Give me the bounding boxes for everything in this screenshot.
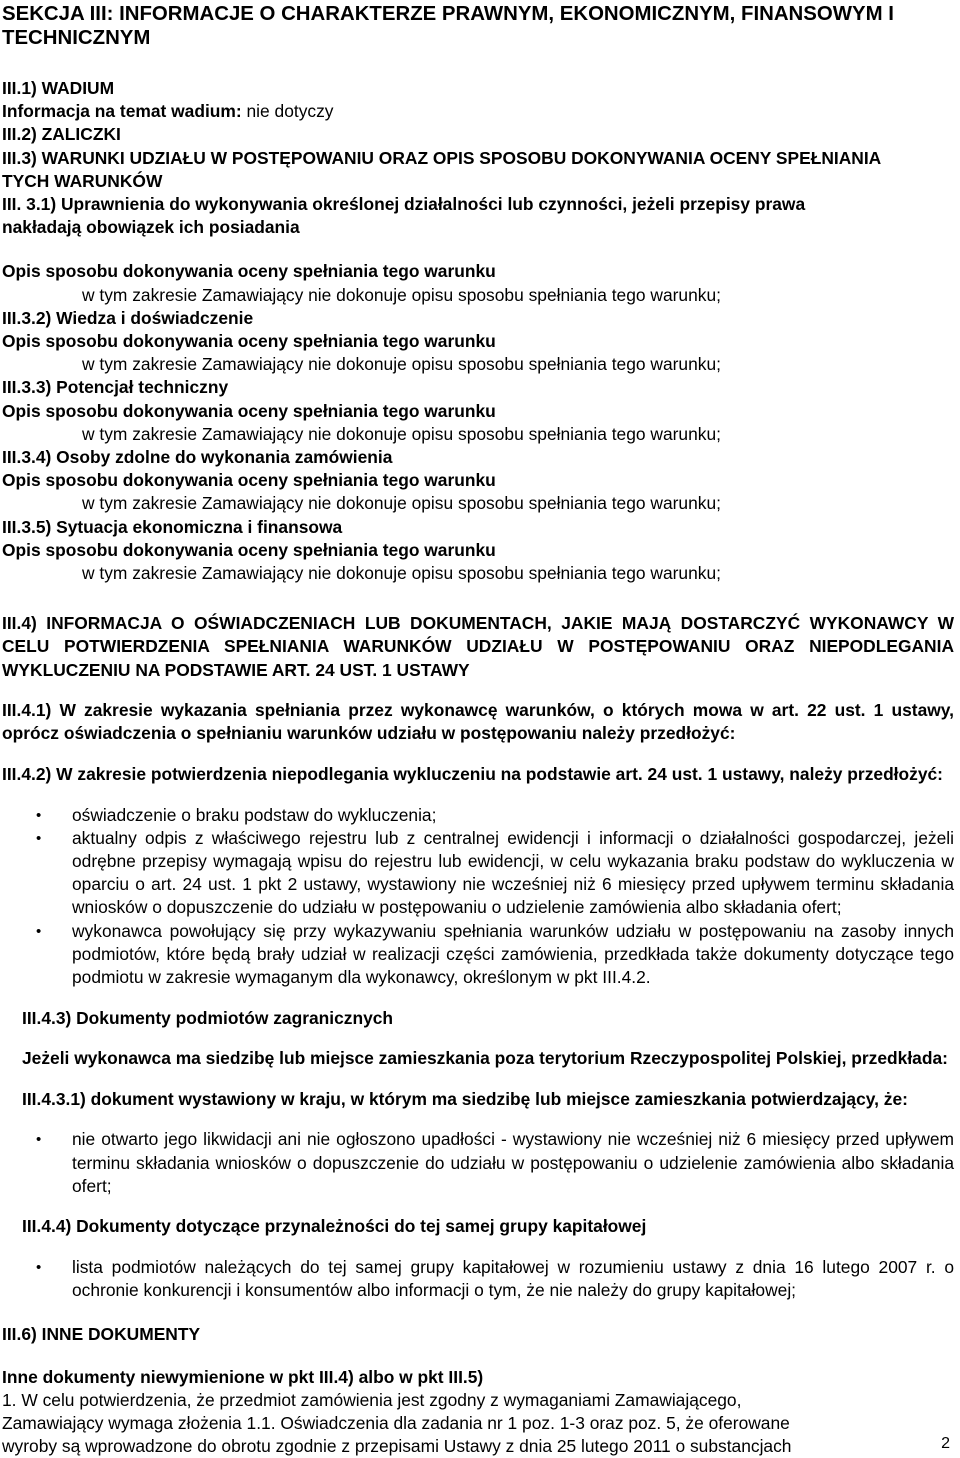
opis-text: w tym zakresie Zamawiający nie dokonuje opisu sposobu spełniania tego warunku;	[82, 284, 721, 305]
sec4-sub2: III.4.2) W zakresie potwierdzenia niepodlegania wykluczeniu na podstawie art. 24 ust. 1 ustawy, należy przedłożyć:	[2, 764, 943, 785]
sec4-heading: III.4) INFORMACJA O OŚWIADCZENIACH LUB DOKUMENTACH, JAKIE MAJĄ DOSTARCZYĆ WYKONAWCY W CELU POTWIERDZENIA SPEŁNIANIA WARUNKÓW UDZIAŁU W POSTĘPOWANIU ORAZ NIEPODLEGANIA WYKLUCZENIU NA PODSTAWIE ART. 24 UST. 1 USTAWY	[2, 613, 954, 680]
section-6	[2, 1323, 954, 1458]
opis-label: Opis sposobu dokonywania oceny spełniania tego warunku	[2, 539, 496, 560]
section-4	[2, 612, 954, 1302]
sub2-list	[2, 804, 954, 990]
sec4-sub3-intro: Jeżeli wykonawca ma siedzibę lub miejsce zamieszkania poza terytorium Rzeczypospolitej Polskiej, przedkłada:	[22, 1048, 948, 1069]
sub3-block	[2, 1007, 954, 1111]
opis-text: w tym zakresie Zamawiający nie dokonuje opisu sposobu spełniania tego warunku;	[82, 563, 721, 584]
wadium-label: Informacja na temat wadium:	[2, 101, 242, 122]
wadium-heading: III.1) WADIUM	[2, 78, 115, 98]
condition-heading-cont: nakładają obowiązek ich posiadania	[2, 217, 300, 238]
page-number: 2	[941, 1434, 950, 1452]
condition-block-2	[2, 307, 954, 377]
bullet-icon: •	[36, 1131, 42, 1149]
condition-block-1	[2, 193, 954, 307]
list-item: • nie otwarto jego likwidacji ani nie ogłoszono upadłości - wystawiony nie wcześniej niż 6 miesięcy przed upływem terminu składania wniosków o dopuszczenie do udziału w postępowaniu o udzielenie zamówienia albo składania ofert;	[36, 1129, 954, 1196]
sec6-line: 1. W celu potwierdzenia, że przedmiot zamówienia jest zgodny z wymaganiami Zamawiającego,	[2, 1389, 742, 1410]
bullet-icon: •	[36, 806, 42, 824]
bullet-icon: •	[36, 1259, 42, 1277]
list-item: • lista podmiotów należących do tej samej grupy kapitałowej w rozumieniu ustawy z dnia 16 lutego 2007 r. o ochronie konkurencji i konsumentów albo informacji o tym, że nie należy do grupy kapitałowej;	[36, 1257, 954, 1301]
section-title: SEKCJA III: INFORMACJE O CHARAKTERZE PRAWNYM, EKONOMICZNYM, FINANSOWYM I TECHNICZNYM	[2, 3, 894, 49]
sec4-sub3: III.4.3) Dokumenty podmiotów zagranicznych	[22, 1007, 394, 1028]
opis-text: w tym zakresie Zamawiający nie dokonuje opisu sposobu spełniania tego warunku;	[82, 354, 721, 375]
wadium-info	[2, 100, 954, 123]
opis-label: Opis sposobu dokonywania oceny spełniania tego warunku	[2, 470, 496, 491]
sub4-list	[2, 1256, 954, 1302]
condition-heading: III.3.3) Potencjał techniczny	[2, 377, 229, 398]
opis-label: Opis sposobu dokonywania oceny spełniania tego warunku	[2, 331, 496, 352]
list-item: • aktualny odpis z właściwego rejestru lub z centralnej ewidencji i informacji o działalności gospodarczej, jeżeli odrębne przepisy wymagają wpisu do rejestru lub ewidencji, w celu wykazania braku podstaw do wykluczenia w oparciu o art. 24 ust. 1 pkt 2 ustawy, wystawiony nie wcześniej niż 6 miesięcy przed upływem terminu składania wniosków o dopuszczenie do udziału w postępowaniu o udzielenie zamówienia albo składania ofert;	[36, 827, 954, 918]
bullet-icon: •	[36, 922, 42, 940]
sec4-sub31: III.4.3.1) dokument wystawiony w kraju, w którym ma siedzibę lub miejsce zamieszkania potwierdzający, że:	[22, 1088, 908, 1109]
sub31-list	[2, 1128, 954, 1198]
opis-label: Opis sposobu dokonywania oceny spełniania tego warunku	[2, 261, 496, 282]
sec6-label: Inne dokumenty niewymienione w pkt III.4) albo w pkt III.5)	[2, 1366, 484, 1387]
list-item: • wykonawca powołujący się przy wykazywaniu spełniania warunków udziału w postępowaniu na zasoby innych podmiotów, które będą brały udział w realizacji części zamówienia, przedkłada także dokumenty dotyczące tego podmiotu w zakresie wymaganym dla wykonawcy, określonym w pkt III.4.2.	[36, 920, 954, 988]
bullet-icon: •	[36, 829, 42, 847]
sec6-heading: III.6) INNE DOKUMENTY	[2, 1324, 201, 1345]
zaliczki-heading: III.2) ZALICZKI	[2, 124, 121, 145]
wadium-value: nie dotyczy	[241, 101, 334, 122]
sub4-block	[2, 1215, 954, 1238]
opis-text: w tym zakresie Zamawiający nie dokonuje opisu sposobu spełniania tego warunku;	[82, 493, 721, 514]
warunki-heading: III.3) WARUNKI UDZIAŁU W POSTĘPOWANIU ORAZ OPIS SPOSOBU DOKONYWANIA OCENY SPEŁNIANIA TYCH WARUNKÓW	[2, 147, 881, 191]
condition-block-4	[2, 446, 954, 516]
sec4-sub1: III.4.1) W zakresie wykazania spełniania przez wykonawcę warunków, o których mowa w art. 22 ust. 1 ustawy, oprócz oświadczenia o spełnianiu warunków udziału w postępowaniu należy przedłożyć:	[2, 700, 954, 744]
condition-heading: III. 3.1) Uprawnienia do wykonywania określonej działalności lub czynności, jeżeli przepisy prawa	[2, 194, 806, 215]
condition-heading: III.3.4) Osoby zdolne do wykonania zamówienia	[2, 447, 393, 468]
condition-block-3	[2, 376, 954, 446]
document-page	[2, 0, 954, 1458]
sec4-sub4: III.4.4) Dokumenty dotyczące przynależności do tej samej grupy kapitałowej	[22, 1216, 647, 1237]
sec6-line: wyroby są wprowadzone do obrotu zgodnie z przepisami Ustawy z dnia 25 lutego 2011 o substancjach	[2, 1436, 792, 1457]
condition-block-5	[2, 516, 954, 586]
list-item: • oświadczenie o braku podstaw do wykluczenia;	[72, 804, 954, 827]
opis-label: Opis sposobu dokonywania oceny spełniania tego warunku	[2, 400, 496, 421]
condition-heading: III.3.2) Wiedza i doświadczenie	[2, 307, 254, 328]
condition-heading: III.3.5) Sytuacja ekonomiczna i finansowa	[2, 516, 343, 537]
wadium-block	[2, 77, 954, 193]
opis-text: w tym zakresie Zamawiający nie dokonuje opisu sposobu spełniania tego warunku;	[82, 423, 721, 444]
sec6-line: Zamawiający wymaga złożenia 1.1. Oświadczenia dla zadania nr 1 poz. 1-3 oraz poz. 5, że oferowane	[2, 1413, 790, 1434]
